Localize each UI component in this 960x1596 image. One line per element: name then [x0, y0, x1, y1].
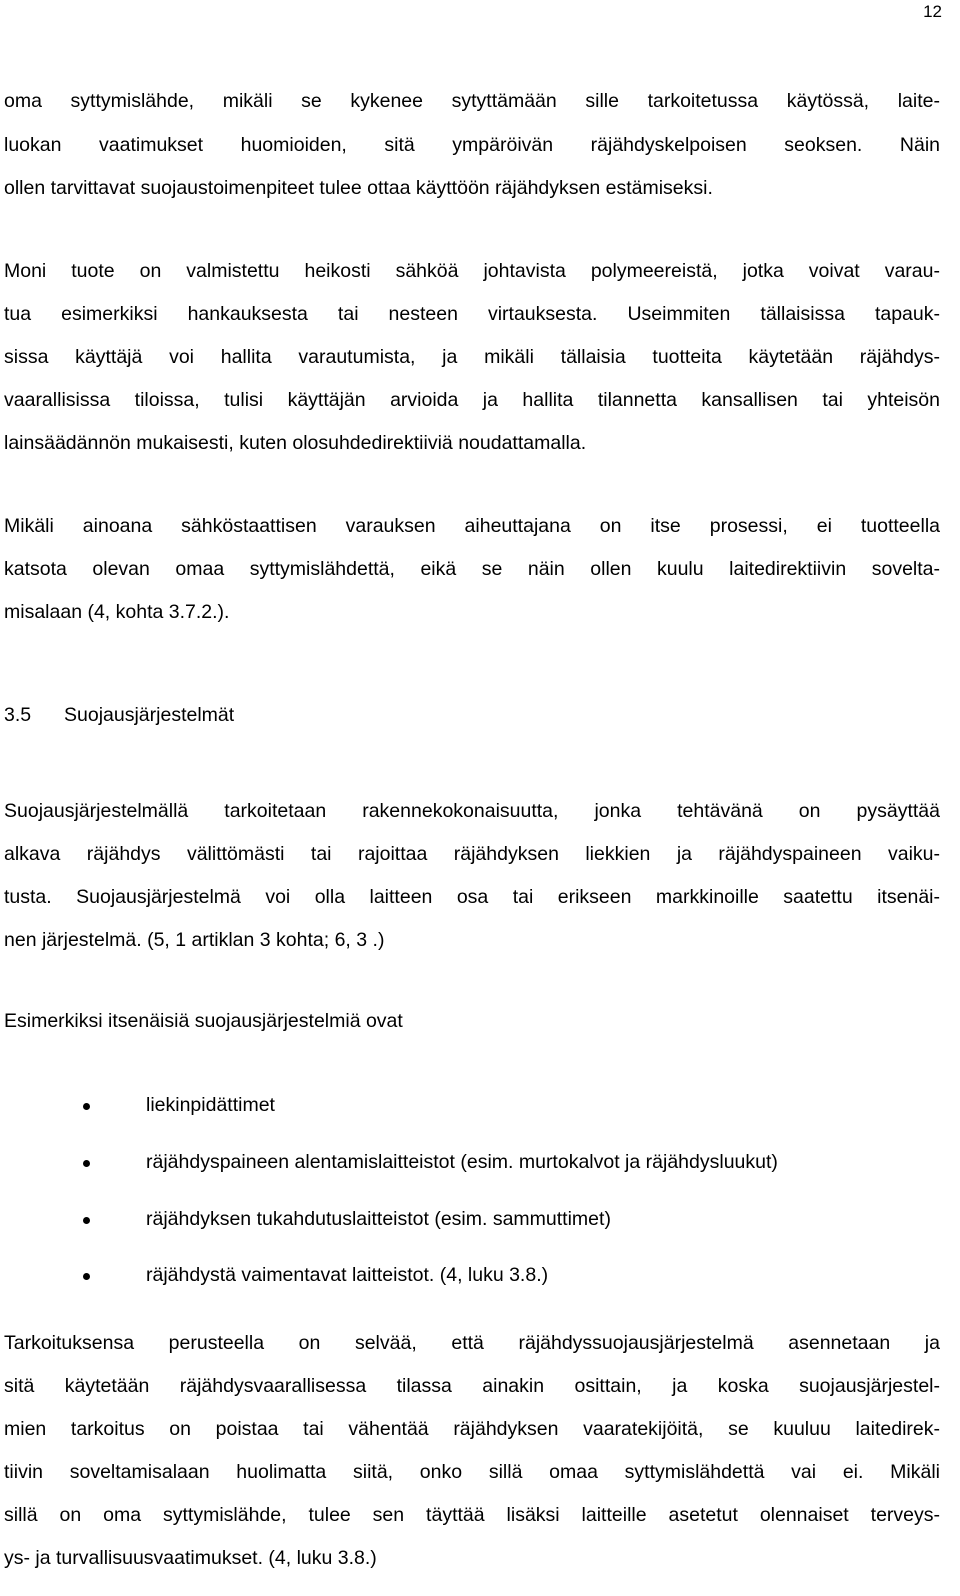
section-heading [4, 704, 234, 727]
list-item-text: räjähdyksen tukahdutuslaitteistot (esim. sammuttimet) [146, 1208, 611, 1230]
paragraph-2-line-2: tua esimerkiksi hankauksesta tai nesteen virtauksesta. Useimmiten tällaisissa tapauk- [4, 303, 940, 325]
paragraph-4-line-2: alkava räjähdys välittömästi tai rajoittaa räjähdyksen liekkien ja räjähdyspaineen vaiku- [4, 843, 940, 865]
page-number: 12 [923, 2, 942, 21]
bullet-icon [83, 1160, 90, 1167]
paragraph-4-line-3: tusta. Suojausjärjestelmä voi olla laitteen osa tai erikseen markkinoille saatettu itsenäi- [4, 886, 940, 908]
paragraph-1-line-3: ollen tarvittavat suojaustoimenpiteet tulee ottaa käyttöön räjähdyksen estämiseksi. [4, 177, 713, 199]
paragraph-6-line-3: mien tarkoitus on poistaa tai vähentää räjähdyksen vaaratekijöitä, se kuuluu laitedirek- [4, 1418, 940, 1440]
section-heading-number: 3.5 [4, 704, 32, 726]
list-item-text: liekinpidättimet [146, 1094, 275, 1116]
paragraph-3-line-1: Mikäli ainoana sähköstaattisen varauksen aiheuttajana on itse prosessi, ei tuotteella [4, 515, 940, 537]
paragraph-2-line-5: lainsäädännön mukaisesti, kuten olosuhdedirektiiviä noudattamalla. [4, 432, 587, 454]
paragraph-1-line-1: oma syttymislähde, mikäli se kykenee sytyttämään sille tarkoitetussa käytössä, laite- [4, 90, 940, 112]
paragraph-5: Esimerkiksi itsenäisiä suojausjärjestelmiä ovat [4, 1010, 403, 1032]
section-heading-title: Suojausjärjestelmät [64, 704, 235, 726]
paragraph-3-line-3: misalaan (4, kohta 3.7.2.). [4, 601, 230, 623]
paragraph-6-line-6: ys- ja turvallisuusvaatimukset. (4, luku 3.8.) [4, 1547, 377, 1569]
paragraph-2-line-4: vaarallisissa tiloissa, tulisi käyttäjän arvioida ja hallita tilannetta kansallisen tai yhteisön [4, 389, 940, 411]
paragraph-1-line-2: luokan vaatimukset huomioiden, sitä ympäröivän räjähdyskelpoisen seoksen. Näin [4, 134, 940, 156]
paragraph-4-line-4: nen järjestelmä. (5, 1 artiklan 3 kohta; 6, 3 .) [4, 929, 385, 951]
paragraph-6-line-2: sitä käytetään räjähdysvaarallisessa tilassa ainakin osittain, ja koska suojausjärjestel- [4, 1375, 940, 1397]
paragraph-3-line-2: katsota olevan omaa syttymislähdettä, eikä se näin ollen kuulu laitedirektiivin sovelta- [4, 558, 940, 580]
list-item-text: räjähdyspaineen alentamislaitteistot (esim. murtokalvot ja räjähdysluukut) [146, 1151, 778, 1173]
paragraph-6-line-4: tiivin soveltamisalaan huolimatta siitä, onko sillä omaa syttymislähdettä vai ei. Mikäli [4, 1461, 940, 1483]
bullet-icon [83, 1103, 90, 1110]
list-item-text: räjähdystä vaimentavat laitteistot. (4, luku 3.8.) [146, 1264, 549, 1286]
bullet-icon [83, 1217, 90, 1224]
paragraph-2-line-1: Moni tuote on valmistettu heikosti sähköä johtavista polymeereistä, jotka voivat varau- [4, 260, 940, 282]
paragraph-4-line-1: Suojausjärjestelmällä tarkoitetaan rakennekokonaisuutta, jonka tehtävänä on pysäyttää [4, 800, 940, 822]
paragraph-6-line-5: sillä on oma syttymislähde, tulee sen täyttää lisäksi laitteille asetetut olennaiset terveys- [4, 1504, 940, 1526]
paragraph-6-line-1: Tarkoituksensa perusteella on selvää, että räjähdyssuojausjärjestelmä asennetaan ja [4, 1332, 940, 1354]
bullet-icon [83, 1273, 90, 1280]
paragraph-2-line-3: sissa käyttäjä voi hallita varautumista, ja mikäli tällaisia tuotteita käytetään räjähdys- [4, 346, 940, 368]
